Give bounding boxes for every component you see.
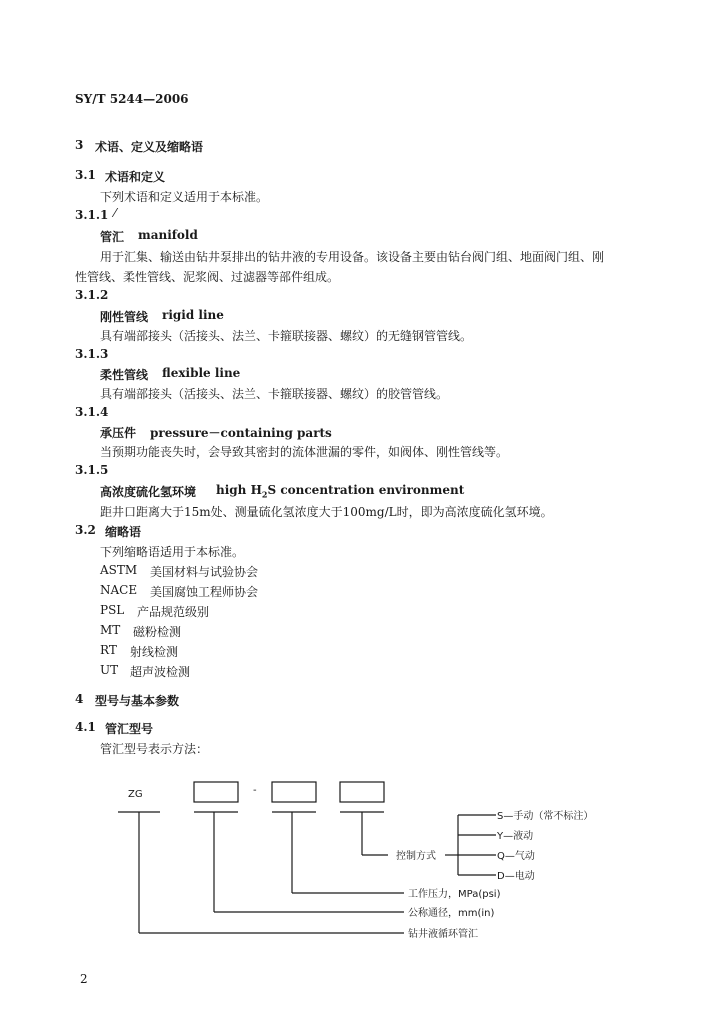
section-3-1-number: 3.1 [75,168,96,182]
section-3-number: 3 [75,138,84,152]
abbr-desc: 超声波检测 [130,665,191,679]
section-3-1-3-number: 3.1.3 [75,347,109,361]
section-3-title: 术语、定义及缩略语 [95,140,204,154]
section-4-1-title: 管汇型号 [105,722,154,736]
abbr-code: UT [100,663,119,677]
term-manifold-def-line1: 用于汇集、输送由钻井泵排出的钻井液的专用设备。该设备主要由钻台阀门组、地面阀门组、刚 [100,250,605,264]
section-4-number: 4 [75,692,84,706]
control-option: Q—气动 [497,851,535,862]
document-header: SY/T 5244—2006 [75,92,189,106]
section-3-1-text: 下列术语和定义适用于本标准。 [100,190,269,204]
section-3-1-5-number: 3.1.5 [75,463,109,477]
term-rigid-line-en: rigid line [162,308,224,322]
section-4-title: 型号与基本参数 [95,694,180,708]
term-flexible-line-en: flexible line [162,366,241,380]
pressure-box [272,782,316,802]
control-box [340,782,384,802]
page-number: 2 [80,972,88,986]
term-pressure-parts-en: pressure－containing parts [150,426,332,440]
term-flexible-line-cn: 柔性管线 [100,368,149,382]
term-h2s-env-cn: 高浓度硫化氢环境 [100,485,197,499]
section-4-1-text: 管汇型号表示方法： [100,742,209,756]
control-option: S—手动（常不标注） [497,811,594,822]
model-dash: - [253,785,257,796]
section-3-1-1-mark: ⁄ [114,206,117,220]
term-manifold-en: manifold [138,228,198,242]
section-3-1-2-number: 3.1.2 [75,288,109,302]
abbr-code: RT [100,643,117,657]
term-h2s-env-def: 距井口距离大于15m处、测量硫化氢浓度大于100mg/L时，即为高浓度硫化氢环境。 [100,505,553,519]
abbr-desc: 产品规范级别 [137,605,210,619]
term-pressure-parts-cn: 承压件 [100,426,137,440]
term-flexible-line-def: 具有端部接头（活接头、法兰、卡箍联接器、螺纹）的胶管管线。 [100,387,449,401]
abbr-desc: 美国腐蚀工程师协会 [150,585,259,599]
term-rigid-line-def: 具有端部接头（活接头、法兰、卡箍联接器、螺纹）的无缝钢管管线。 [100,329,473,343]
abbr-desc: 美国材料与试验协会 [150,565,259,579]
section-4-1-number: 4.1 [75,720,96,734]
section-3-2-number: 3.2 [75,523,96,537]
abbr-desc: 射线检测 [130,645,179,659]
section-3-2-text: 下列缩略语适用于本标准。 [100,545,245,559]
abbr-desc: 磁粉检测 [133,625,182,639]
section-3-2-title: 缩略语 [105,525,142,539]
diameter-label: 公称通径，mm(in) [408,908,495,919]
section-3-1-4-number: 3.1.4 [75,405,109,419]
term-manifold-def-line2: 性管线、柔性管线、泥浆阀、过滤器等部件组成。 [75,270,340,284]
abbr-code: ASTM [100,563,138,577]
control-option: D—电动 [497,871,535,882]
model-prefix: ZG [128,789,143,800]
term-rigid-line-cn: 刚性管线 [100,310,149,324]
type-label: 钻井液循环管汇 [408,929,478,940]
abbr-code: NACE [100,583,138,597]
section-3-1-1-number: 3.1.1 [75,208,109,222]
control-label: 控制方式 [396,851,436,862]
term-pressure-parts-def: 当预期功能丧失时，会导致其密封的流体泄漏的零件，如阀体、刚性管线等。 [100,445,509,459]
term-h2s-env-en: high $H_2S$ concentration environment [216,483,465,500]
control-option: Y—液动 [497,831,534,842]
diameter-box [194,782,238,802]
abbr-code: MT [100,623,121,637]
term-manifold-cn: 管汇 [100,230,125,244]
pressure-label: 工作压力，MPa(psi) [408,889,501,900]
section-3-1-title: 术语和定义 [105,170,166,184]
abbr-code: PSL [100,603,125,617]
